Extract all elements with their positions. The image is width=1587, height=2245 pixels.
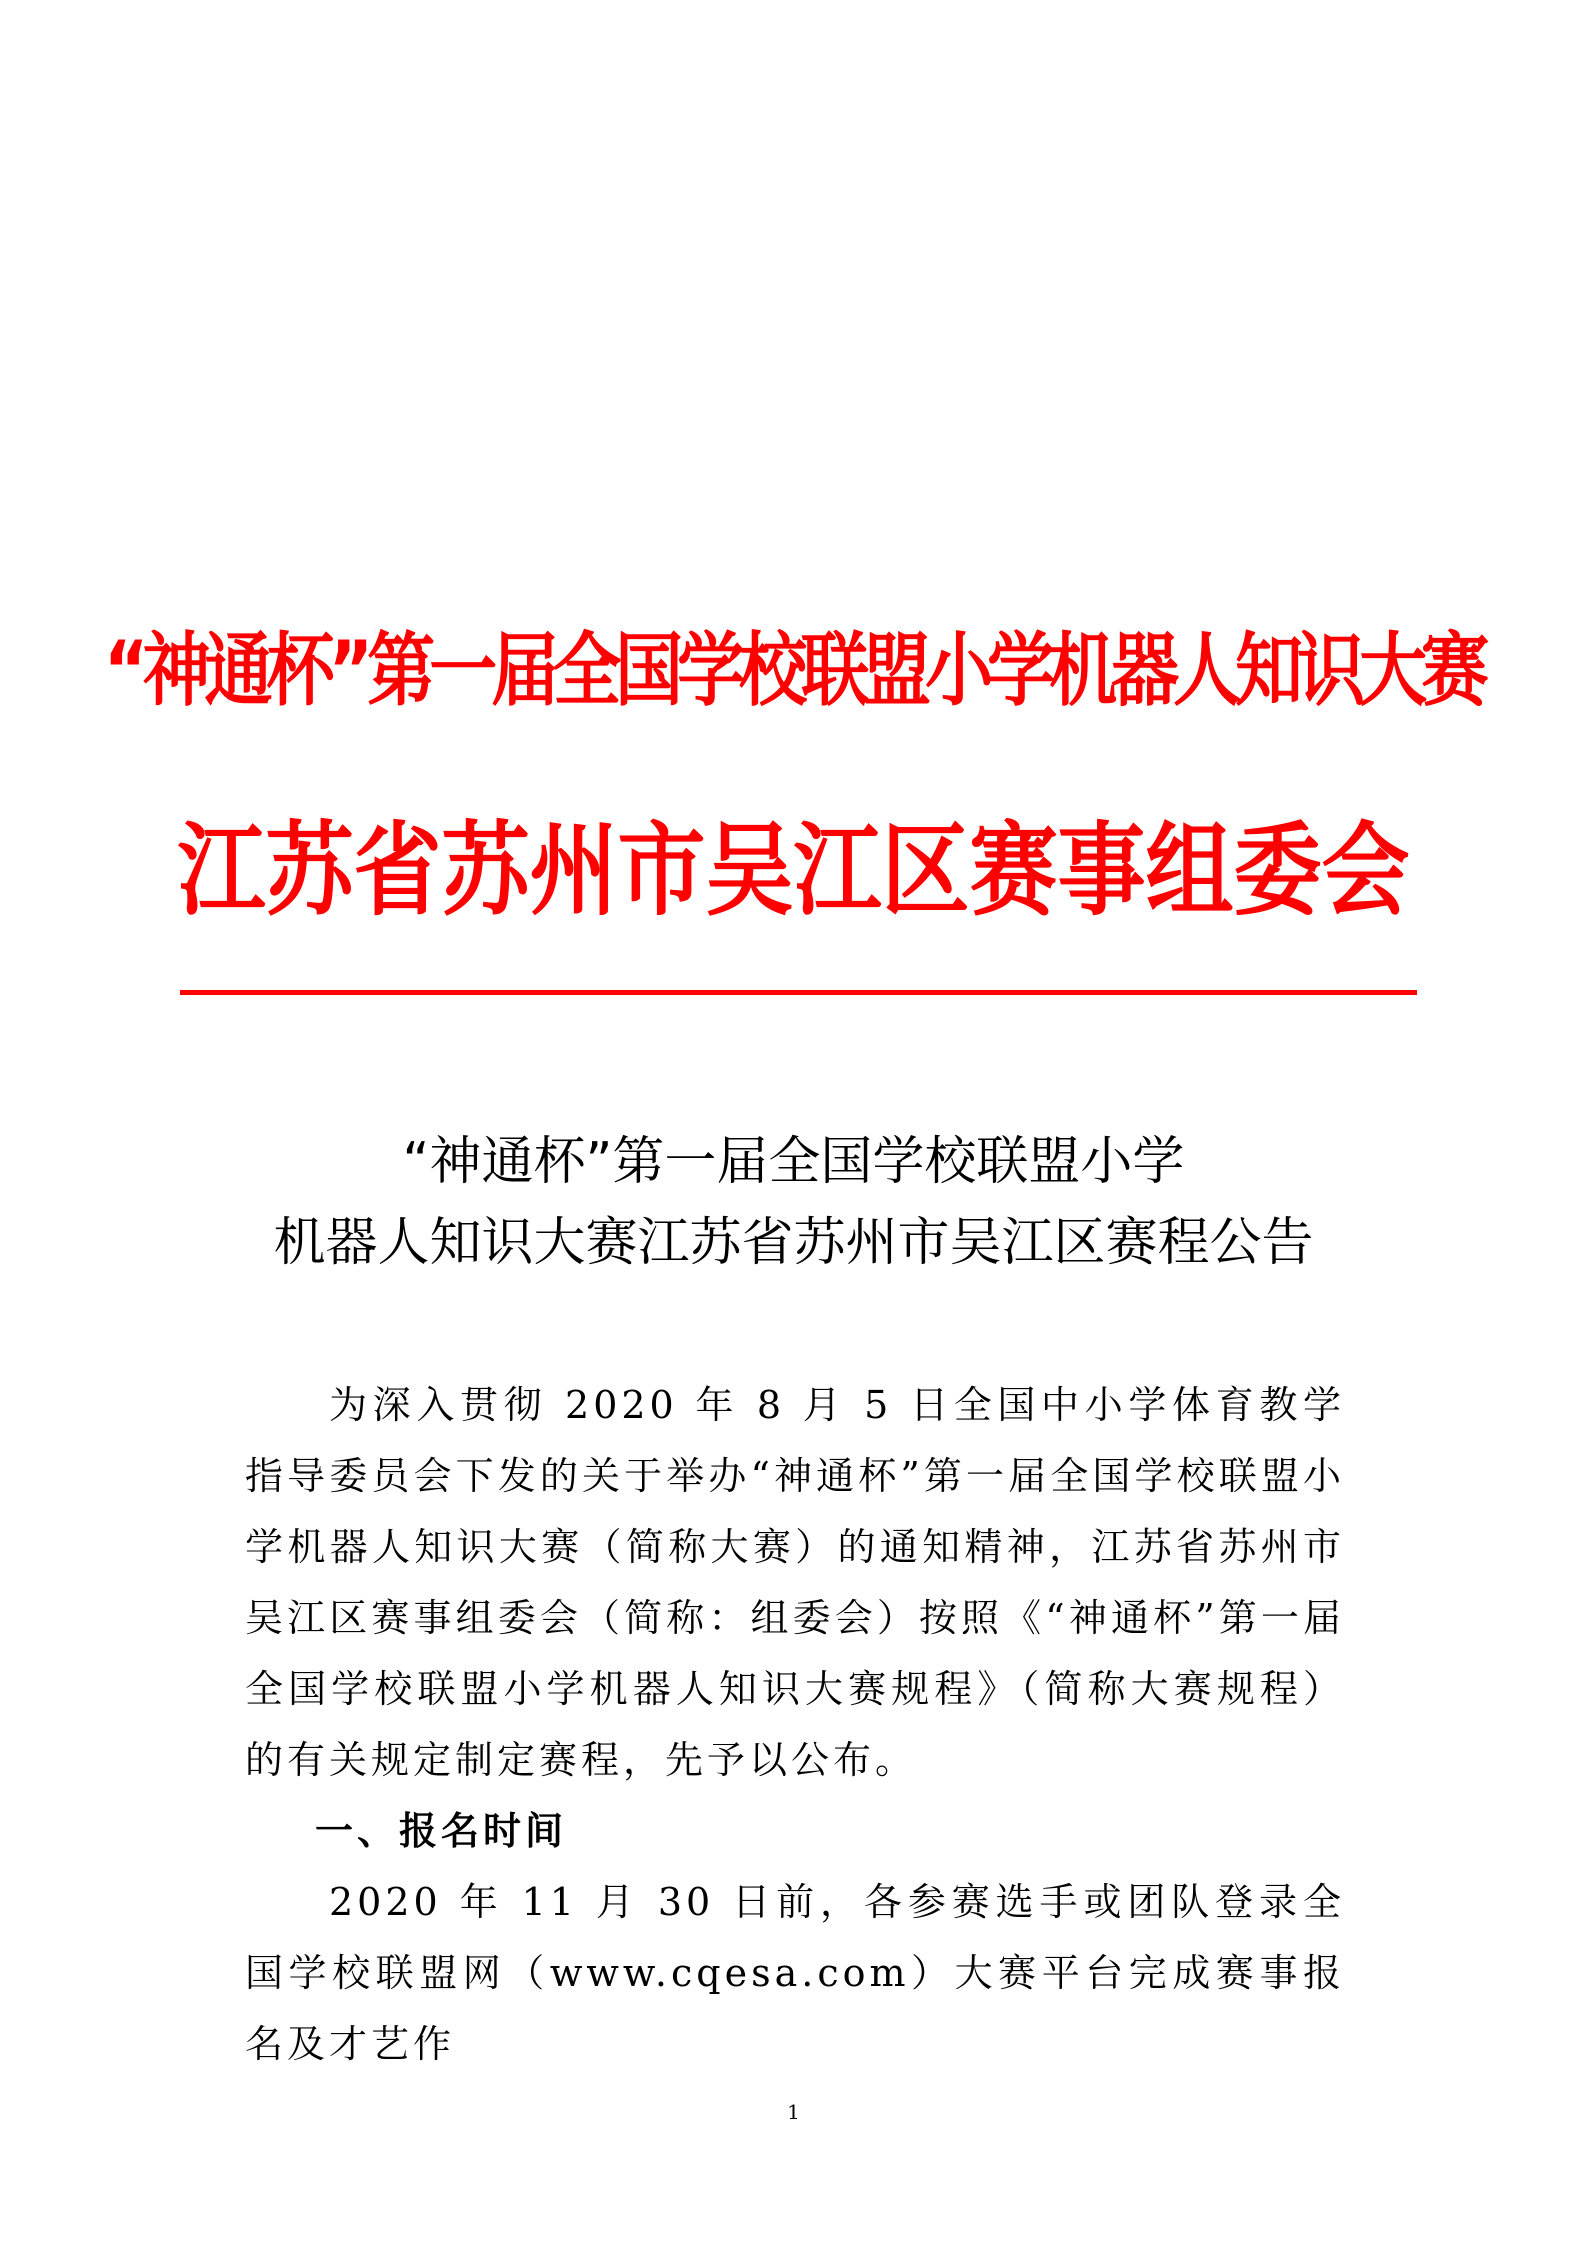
section-heading-registration-time: 一、报名时间 [315,1809,568,1853]
masthead-event-name: “神通杯”第一届全国学校联盟小学机器人知识大赛 [103,624,1484,719]
masthead-red-divider [180,990,1417,995]
document-title-line-1: “神通杯”第一届全国学校联盟小学 [402,1132,1185,1192]
registration-paragraph: 2020 年 11 月 30 日前，各参赛选手或团队登录全国学校联盟网（www.cqesa.com）大赛平台完成赛事报名及才艺作 [245,1880,1345,2066]
intro-paragraph: 为深入贯彻 2020 年 8 月 5 日全国中小学体育教学指导委员会下发的关于举办“神通杯”第一届全国学校联盟小学机器人知识大赛（简称大赛）的通知精神，江苏省苏州市吴江区赛事组委会（简称：组委会）按照《“神通杯”第一届全国学校联盟小学机器人知识大赛规程》（简称大赛规程）的有关规定制定赛程，先予以公布。 [245,1383,1345,1782]
document-body [245,1370,1345,2080]
document-title-line-2: 机器人知识大赛江苏省苏州市吴江区赛程公告 [273,1213,1314,1273]
masthead-committee-name: 江苏省苏州市吴江区赛事组委会 [177,810,1410,930]
page-number: 1 [787,2100,800,2124]
